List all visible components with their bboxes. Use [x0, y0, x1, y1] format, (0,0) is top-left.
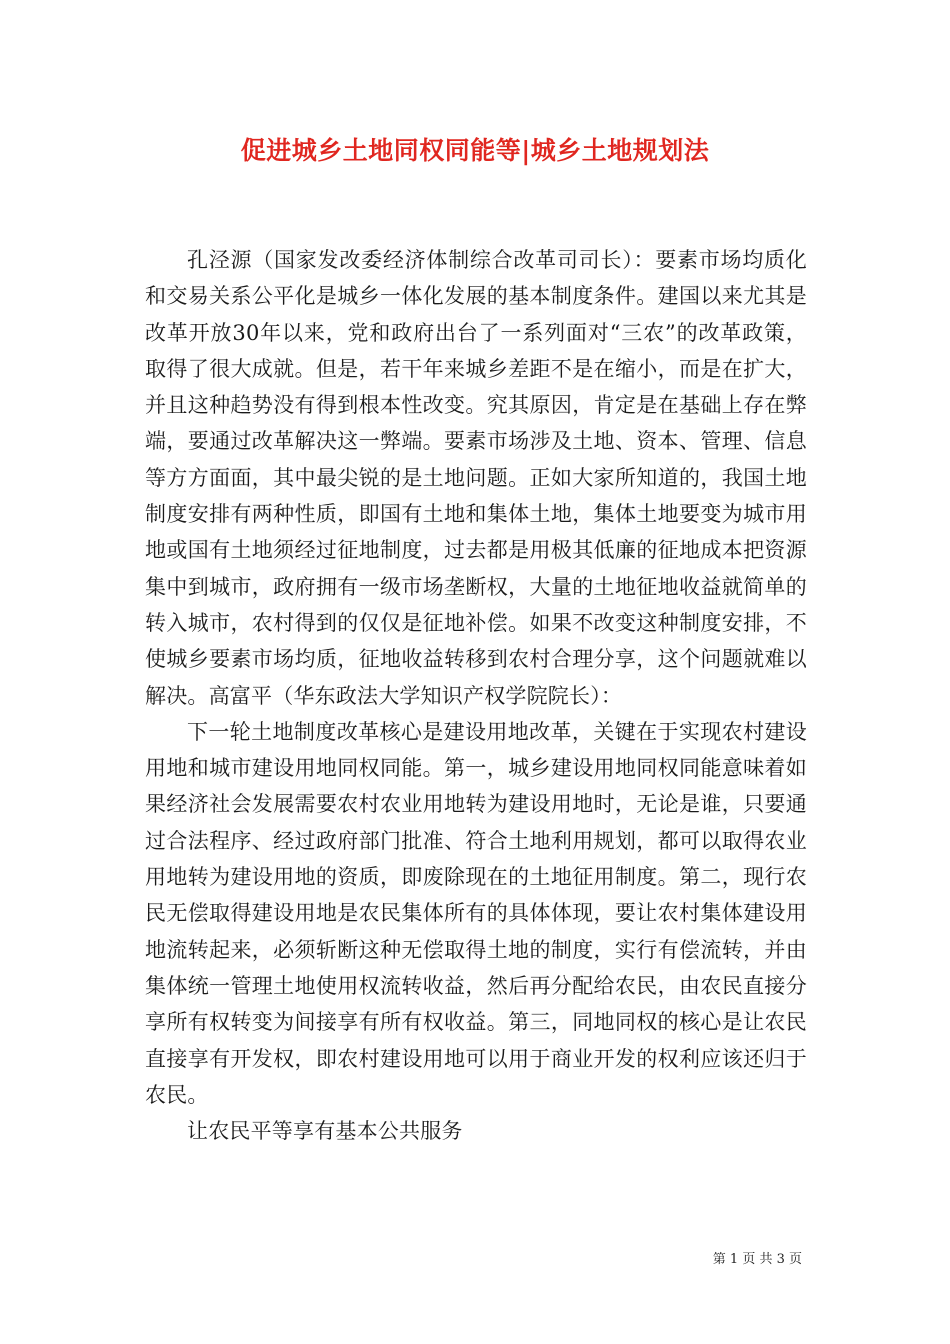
page-number: 第 1 页 共 3 页 — [712, 1252, 802, 1267]
document-body — [145, 242, 807, 1149]
paragraph-2: 下一轮土地制度改革核心是建设用地改革，关键在于实现农村建设用地和城市建设用地同权同能。第一，城乡建设用地同权同能意味着如果经济社会发展需要农村农业用地转为建设用地时，无论是谁，只要通过合法程序、经过政府部门批准、符合土地利用规划，都可以取得农业用地转为建设用地的资质，即废除现在的土地征用制度。第二，现行农民无偿取得建设用地是农民集体所有的具体体现，要让农村集体建设用地流转起来，必须斩断这种无偿取得土地的制度，实行有偿流转，并由集体统一管理土地使用权流转收益，然后再分配给农民，由农民直接分享所有权转变为间接享有所有权收益。第三，同地同权的核心是让农民直接享有开发权，即农村建设用地可以用于商业开发的权利应该还归于农民。 — [145, 719, 807, 1107]
paragraph-1: 孔泾源（国家发改委经济体制综合改革司司长）：要素市场均质化和交易关系公平化是城乡一体化发展的基本制度条件。建国以来尤其是改革开放30年以来，党和政府出台了一系列面对“三农”的改革政策，取得了很大成就。但是，若干年来城乡差距不是在缩小，而是在扩大，并且这种趋势没有得到根本性改变。究其原因，肯定是在基础上存在弊端，要通过改革解决这一弊端。要素市场涉及土地、资本、管理、信息等方方面面，其中最尖锐的是土地问题。正如大家所知道的，我国土地制度安排有两种性质，即国有土地和集体土地，集体土地要变为城市用地或国有土地须经过征地制度，过去都是用极其低廉的征地成本把资源集中到城市，政府拥有一级市场垄断权，大量的土地征地收益就简单的转入城市，农村得到的仅仅是征地补偿。如果不改变这种制度安排，不使城乡要素市场均质，征地收益转移到农村合理分享，这个问题就难以解决。高富平（华东政法大学知识产权学院院长）： — [145, 248, 807, 708]
paragraph-3: 让农民平等享有基本公共服务 — [187, 1119, 463, 1144]
page-title: 促进城乡土地同权同能等|城乡土地规划法 — [240, 136, 710, 165]
